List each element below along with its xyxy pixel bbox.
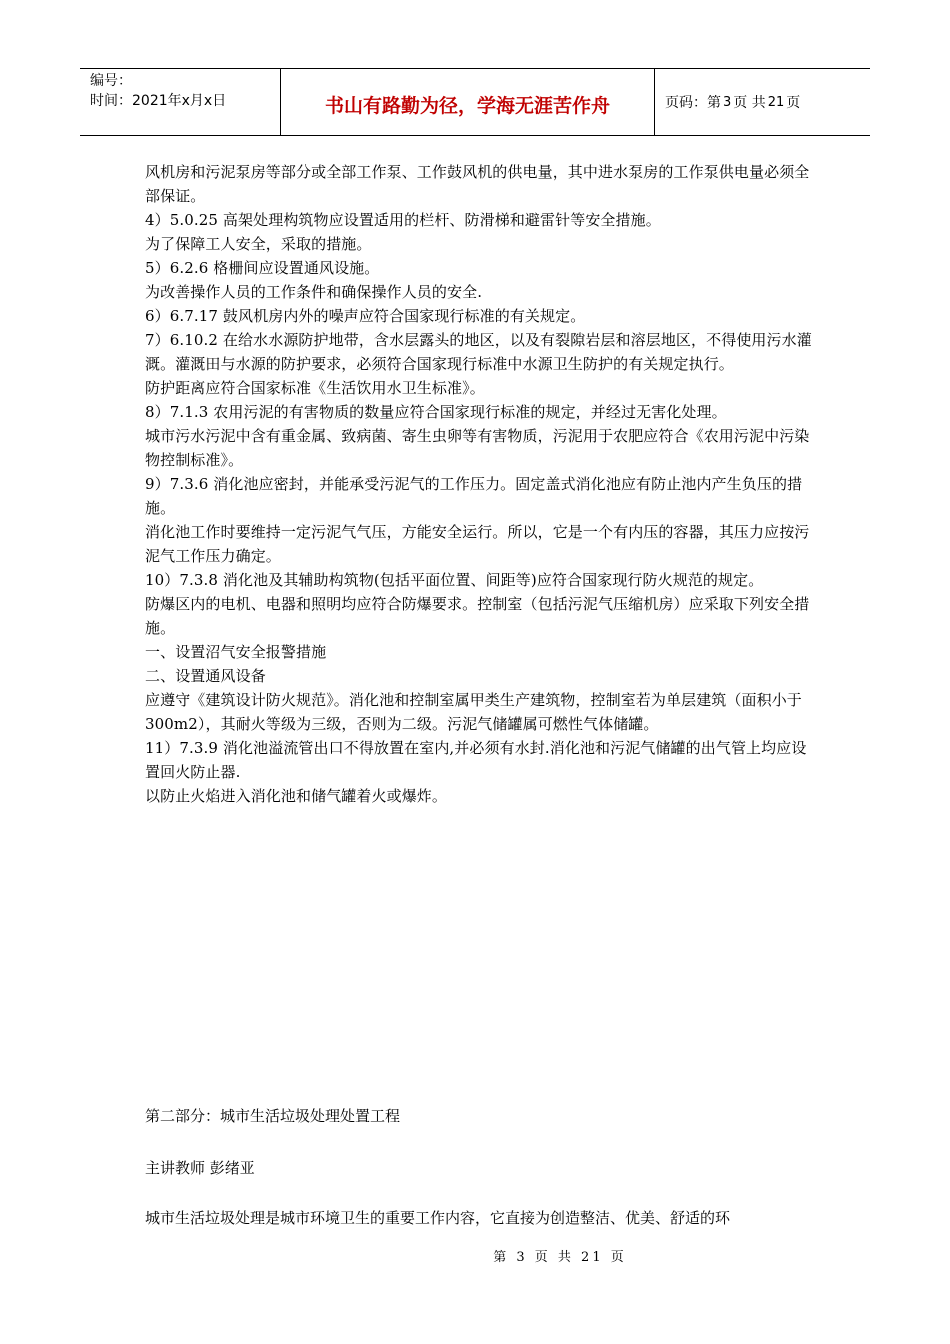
body-paragraph: 应遵守《建筑设计防火规范》。消化池和控制室属甲类生产建筑物，控制室若为单层建筑（面积小于 300m2），其耐火等级为三级，否则为二级。污泥气储罐属可燃性气体储罐。 (145, 691, 802, 733)
body-paragraph: 11）7.3.9 消化池溢流管出口不得放置在室内,并必须有水封.消化池和污泥气储罐的出气管上均应设置回火防止器. (145, 739, 807, 781)
part2-lecturer: 主讲教师 彭绪亚 (145, 1159, 255, 1177)
part2-lecturer-block (145, 1156, 825, 1180)
body-paragraph: 5）6.2.6 格栅间应设置通风设施。 (145, 259, 380, 277)
part2-title: 第二部分：城市生活垃圾处理处置工程 (145, 1107, 401, 1125)
number-label: 编号： (90, 73, 132, 89)
body-paragraph: 一、设置沼气安全报警措施 (145, 643, 327, 661)
body-paragraph: 风机房和污泥泵房等部分或全部工作泵、工作鼓风机的供电量，其中进水泵房的工作泵供电量必须全部保证。 (145, 163, 810, 205)
page-prefix: 页码：第 (665, 95, 721, 111)
header-meta (80, 69, 281, 135)
body-paragraph: 防护距离应符合国家标准《生活饮用水卫生标准》。 (145, 379, 485, 397)
body-paragraph: 7）6.10.2 在给水水源防护地带，含水层露头的地区，以及有裂隙岩层和溶层地区，不得使用污水灌溉。灌溉田与水源的防护要求，必须符合国家现行标准中水源卫生防护的有关规定执行。 (145, 331, 812, 373)
body-paragraph: 以防止火焰进入消化池和储气罐着火或爆炸。 (145, 787, 448, 805)
page-suffix: 页 (786, 95, 801, 111)
body-paragraph: 8）7.1.3 农用污泥的有害物质的数量应符合国家现行标准的规定，并经过无害化处理。 (145, 403, 727, 421)
part2-intro: 城市生活垃圾处理是城市环境卫生的重要工作内容，它直接为创造整洁、优美、舒适的环 (145, 1209, 731, 1227)
body-paragraph: 为了保障工人安全，采取的措施。 (145, 235, 372, 253)
document-body (145, 160, 820, 808)
body-paragraph: 4）5.0.25 高架处理构筑物应设置适用的栏杆、防滑梯和避雷针等安全措施。 (145, 211, 661, 229)
page-total: 21 (767, 94, 785, 110)
body-paragraph: 为改善操作人员的工作条件和确保操作人员的安全. (145, 283, 483, 301)
page-header (80, 68, 870, 136)
header-page-info (655, 69, 870, 135)
header-motto: 书山有路勤为径，学海无涯苦作舟 (281, 69, 655, 135)
body-paragraph: 二、设置通风设备 (145, 667, 266, 685)
body-paragraph: 10）7.3.8 消化池及其辅助构筑物(包括平面位置、间距等)应符合国家现行防火规范的规定。 (145, 571, 764, 589)
page-middle: 页 共 (733, 95, 766, 111)
body-paragraph: 消化池工作时要维持一定污泥气气压，方能安全运行。所以，它是一个有内压的容器，其压力应按污泥气工作压力确定。 (145, 523, 810, 565)
body-paragraph: 6）6.7.17 鼓风机房内外的噪声应符合国家现行标准的有关规定。 (145, 307, 586, 325)
page-footer: 第 3 页 共 21 页 (493, 1250, 627, 1265)
part2-title-block (145, 1104, 825, 1128)
body-paragraph: 9）7.3.6 消化池应密封，并能承受污泥气的工作压力。固定盖式消化池应有防止池内产生负压的措施。 (145, 475, 803, 517)
body-paragraph: 城市污水污泥中含有重金属、致病菌、寄生虫卵等有害物质，污泥用于农肥应符合《农用污泥中污染物控制标准》。 (145, 427, 810, 469)
page-current: 3 (723, 94, 732, 110)
date-label: 时间：2021年x月x日 (90, 93, 227, 109)
part2-intro-block (145, 1206, 825, 1230)
body-paragraph: 防爆区内的电机、电器和照明均应符合防爆要求。控制室（包括污泥气压缩机房）应采取下列安全措施。 (145, 595, 810, 637)
